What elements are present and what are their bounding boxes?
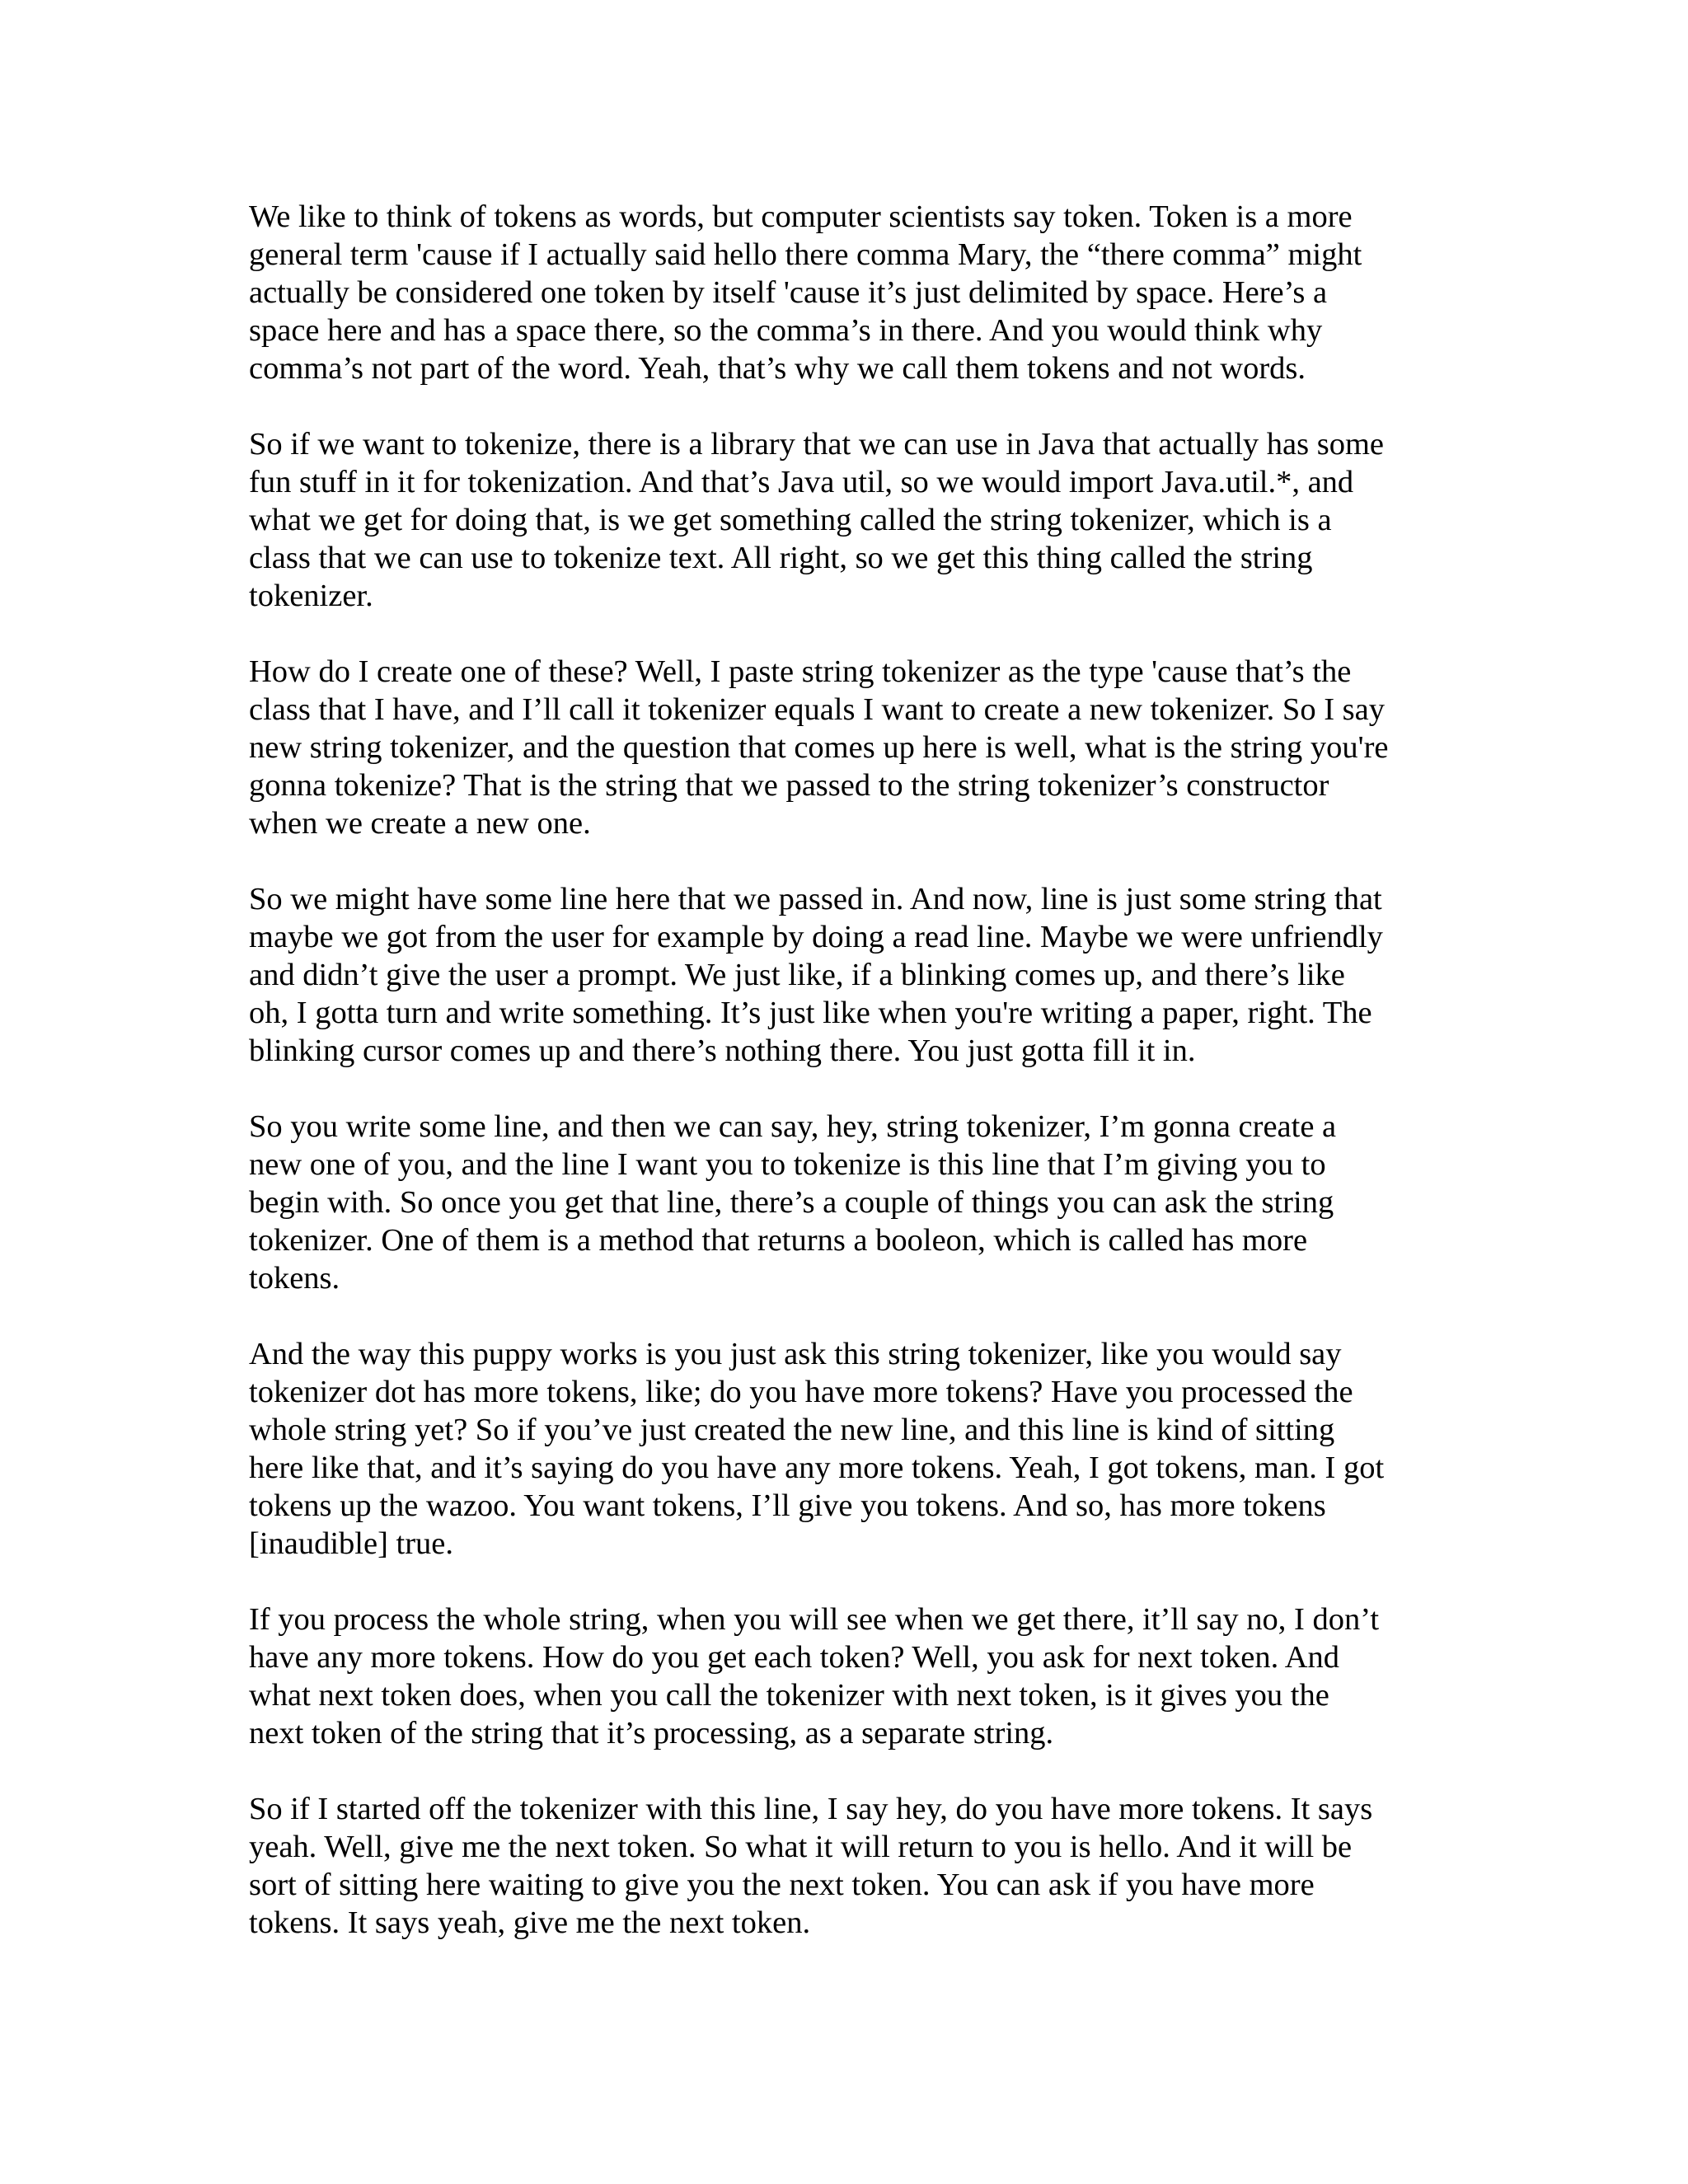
text-line: If you process the whole string, when you will see when we get there, it’ll say no, I don’t — [249, 1602, 1380, 1637]
text-line: tokenizer. One of them is a method that returns a booleon, which is called has more — [249, 1223, 1308, 1258]
text-line: next token of the string that it’s processing, as a separate string. — [249, 1716, 1054, 1750]
text-line: and didn’t give the user a prompt. We just like, if a blinking comes up, and there’s like — [249, 958, 1345, 992]
paragraph-1 — [249, 198, 1452, 387]
paragraph-8 — [249, 1790, 1452, 1942]
text-line: tokens. It says yeah, give me the next token. — [249, 1905, 811, 1940]
text-line: And the way this puppy works is you just ask this string tokenizer, like you would say — [249, 1337, 1342, 1371]
text-line: class that we can use to tokenize text. All right, so we get this thing called the string — [249, 541, 1313, 575]
text-line: tokens. — [249, 1261, 340, 1296]
text-line: new string tokenizer, and the question that comes up here is well, what is the string you're — [249, 730, 1389, 765]
paragraph-5 — [249, 1108, 1452, 1297]
text-line: what we get for doing that, is we get something called the string tokenizer, which is a — [249, 503, 1332, 537]
text-line: fun stuff in it for tokenization. And that’s Java util, so we would import Java.util.*, and — [249, 465, 1354, 499]
text-line: what next token does, when you call the tokenizer with next token, is it gives you the — [249, 1678, 1329, 1713]
text-line: new one of you, and the line I want you to tokenize is this line that I’m giving you to — [249, 1147, 1326, 1182]
paragraph-7 — [249, 1601, 1452, 1752]
text-line: whole string yet? So if you’ve just created the new line, and this line is kind of sitting — [249, 1413, 1335, 1447]
text-line: when we create a new one. — [249, 806, 591, 841]
text-line: actually be considered one token by itself 'cause it’s just delimited by space. Here’s a — [249, 275, 1328, 310]
text-line: space here and has a space there, so the comma’s in there. And you would think why — [249, 313, 1323, 348]
text-line: comma’s not part of the word. Yeah, that’s why we call them tokens and not words. — [249, 351, 1306, 386]
text-line: So you write some line, and then we can say, hey, string tokenizer, I’m gonna create a — [249, 1109, 1337, 1144]
text-line: yeah. Well, give me the next token. So what it will return to you is hello. And it will be — [249, 1830, 1353, 1864]
text-line: here like that, and it’s saying do you have any more tokens. Yeah, I got tokens, man. I got — [249, 1451, 1385, 1485]
text-line: We like to think of tokens as words, but computer scientists say token. Token is a more — [249, 199, 1353, 234]
text-line: maybe we got from the user for example by doing a read line. Maybe we were unfriendly — [249, 920, 1383, 954]
text-line: have any more tokens. How do you get each token? Well, you ask for next token. And — [249, 1640, 1340, 1675]
text-line: blinking cursor comes up and there’s nothing there. You just gotta fill it in. — [249, 1033, 1196, 1068]
text-line: tokens up the wazoo. You want tokens, I’ll give you tokens. And so, has more tokens — [249, 1488, 1326, 1523]
text-line: sort of sitting here waiting to give you the next token. You can ask if you have more — [249, 1868, 1315, 1902]
text-line: So if I started off the tokenizer with this line, I say hey, do you have more tokens. It says — [249, 1792, 1373, 1826]
text-line: begin with. So once you get that line, there’s a couple of things you can ask the string — [249, 1185, 1334, 1220]
text-line: tokenizer. — [249, 579, 373, 613]
text-line: gonna tokenize? That is the string that we passed to the string tokenizer’s constructor — [249, 768, 1329, 803]
paragraph-4 — [249, 880, 1452, 1070]
text-line: tokenizer dot has more tokens, like; do you have more tokens? Have you processed the — [249, 1375, 1353, 1409]
text-line: [inaudible] true. — [249, 1526, 454, 1561]
text-line: So if we want to tokenize, there is a library that we can use in Java that actually has some — [249, 427, 1384, 462]
text-line: class that I have, and I’ll call it tokenizer equals I want to create a new tokenizer. So I say — [249, 692, 1385, 727]
document-body — [249, 198, 1452, 1980]
paragraph-3 — [249, 653, 1452, 842]
paragraph-2 — [249, 425, 1452, 615]
text-line: So we might have some line here that we passed in. And now, line is just some string that — [249, 882, 1382, 916]
paragraph-6 — [249, 1335, 1452, 1563]
text-line: How do I create one of these? Well, I paste string tokenizer as the type 'cause that’s the — [249, 654, 1352, 689]
text-line: oh, I gotta turn and write something. It’s just like when you're writing a paper, right. The — [249, 996, 1372, 1030]
text-line: general term 'cause if I actually said hello there comma Mary, the “there comma” might — [249, 237, 1362, 272]
